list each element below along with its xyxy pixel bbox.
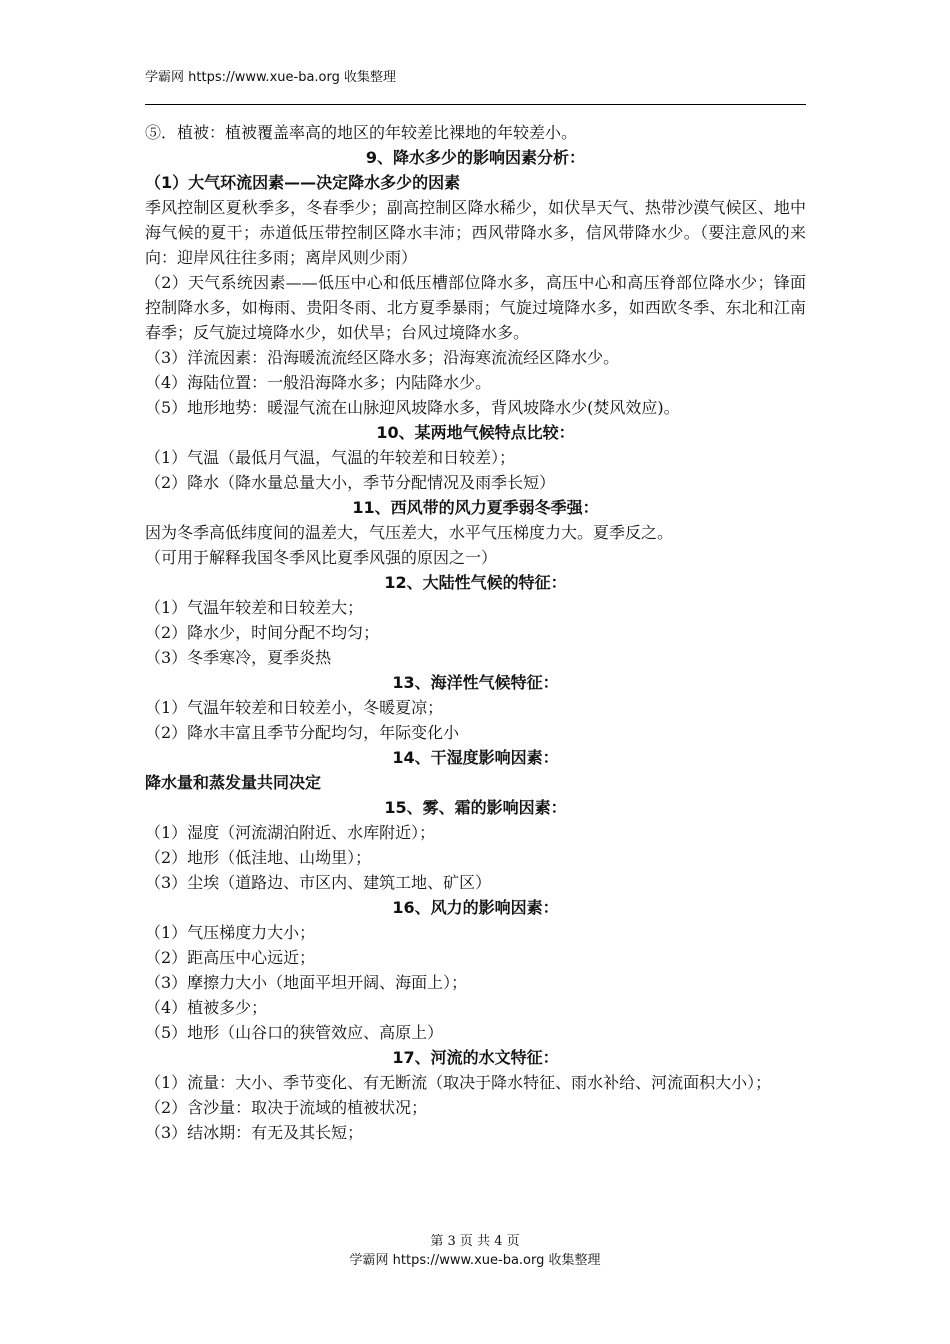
section-heading-17: 17、河流的水文特征： [392, 1048, 559, 1067]
paragraph: （2）天气系统因素——低压中心和低压槽部位降水多，高压中心和高压脊部位降水少；锋面控制降水多，如梅雨、贵阳冬雨、北方夏季暴雨；气旋过境降水多，如西欧冬季、东北和江南春季；反气旋过境降水少，如伏旱；台风过境降水多。 [145, 273, 806, 342]
list-item: （2）降水少，时间分配不均匀； [145, 623, 380, 642]
paragraph: 因为冬季高低纬度间的温差大，气压差大，水平气压梯度力大。夏季反之。 [145, 523, 674, 542]
page-footer-source: 学霸网 https://www.xue-ba.org 收集整理 [349, 1253, 601, 1268]
list-item: （1）湿度（河流湖泊附近、水库附近）； [145, 823, 436, 842]
section-heading-16: 16、风力的影响因素： [392, 898, 559, 917]
page-header-source: 学霸网 https://www.xue-ba.org 收集整理 [145, 70, 396, 85]
list-item: （5）地形（山谷口的狭管效应、高原上） [145, 1023, 444, 1042]
paragraph: 季风控制区夏秋季多，冬春季少；副高控制区降水稀少，如伏旱天气、热带沙漠气候区、地中海气候的夏干；赤道低压带控制区降水丰沛；西风带降水多，信风带降水少。（要注意风的来向：迎岸风往往多雨；离岸风则少雨） [145, 198, 806, 267]
list-item: （2）含沙量：取决于流域的植被状况； [145, 1098, 428, 1117]
document-body [145, 120, 806, 1145]
paragraph: ⑤．植被：植被覆盖率高的地区的年较差比裸地的年较差小。 [145, 123, 578, 142]
paragraph: （可用于解释我国冬季风比夏季风强的原因之一） [145, 548, 498, 567]
list-item: （3）洋流因素：沿海暖流流经区降水多；沿海寒流流经区降水少。 [145, 348, 620, 367]
header-divider [145, 104, 806, 105]
paragraph: 降水量和蒸发量共同决定 [145, 773, 322, 792]
section-heading-11: 11、西风带的风力夏季弱冬季强： [352, 498, 599, 517]
list-item: （3）结冰期：有无及其长短； [145, 1123, 364, 1142]
list-item: （4）海陆位置：一般沿海降水多；内陆降水少。 [145, 373, 492, 392]
page-number: 第 3 页 共 4 页 [430, 1234, 520, 1249]
list-item: （2）降水（降水量总量大小，季节分配情况及雨季长短） [145, 473, 556, 492]
list-item: （5）地形地势：暖湿气流在山脉迎风坡降水多，背风坡降水少(焚风效应)。 [145, 398, 680, 417]
section-heading-15: 15、雾、霜的影响因素： [384, 798, 567, 817]
list-item: （1）气温年较差和日较差大； [145, 598, 364, 617]
list-item: （1）气温（最低月气温，气温的年较差和日较差）； [145, 448, 516, 467]
list-item: （3）冬季寒冷，夏季炎热 [145, 648, 332, 667]
list-item: （1）气压梯度力大小； [145, 923, 316, 942]
section-heading-12: 12、大陆性气候的特征： [384, 573, 567, 592]
section-heading-14: 14、干湿度影响因素： [392, 748, 559, 767]
section-heading-13: 13、海洋性气候特征： [392, 673, 559, 692]
list-item: （2）降水丰富且季节分配均匀，年际变化小 [145, 723, 460, 742]
section-heading-10: 10、某两地气候特点比较： [376, 423, 575, 442]
list-item: （1）流量：大小、季节变化、有无断流（取决于降水特征、雨水补给、河流面积大小）； [145, 1073, 772, 1092]
section-heading-9: 9、降水多少的影响因素分析： [365, 148, 586, 167]
list-item: （2）地形（低洼地、山坳里）； [145, 848, 372, 867]
subheading: （1）大气环流因素——决定降水多少的因素 [145, 173, 461, 192]
list-item: （3）摩擦力大小（地面平坦开阔、海面上）； [145, 973, 468, 992]
list-item: （3）尘埃（道路边、市区内、建筑工地、矿区） [145, 873, 492, 892]
list-item: （2）距高压中心远近； [145, 948, 316, 967]
list-item: （1）气温年较差和日较差小，冬暖夏凉； [145, 698, 444, 717]
list-item: （4）植被多少； [145, 998, 268, 1017]
